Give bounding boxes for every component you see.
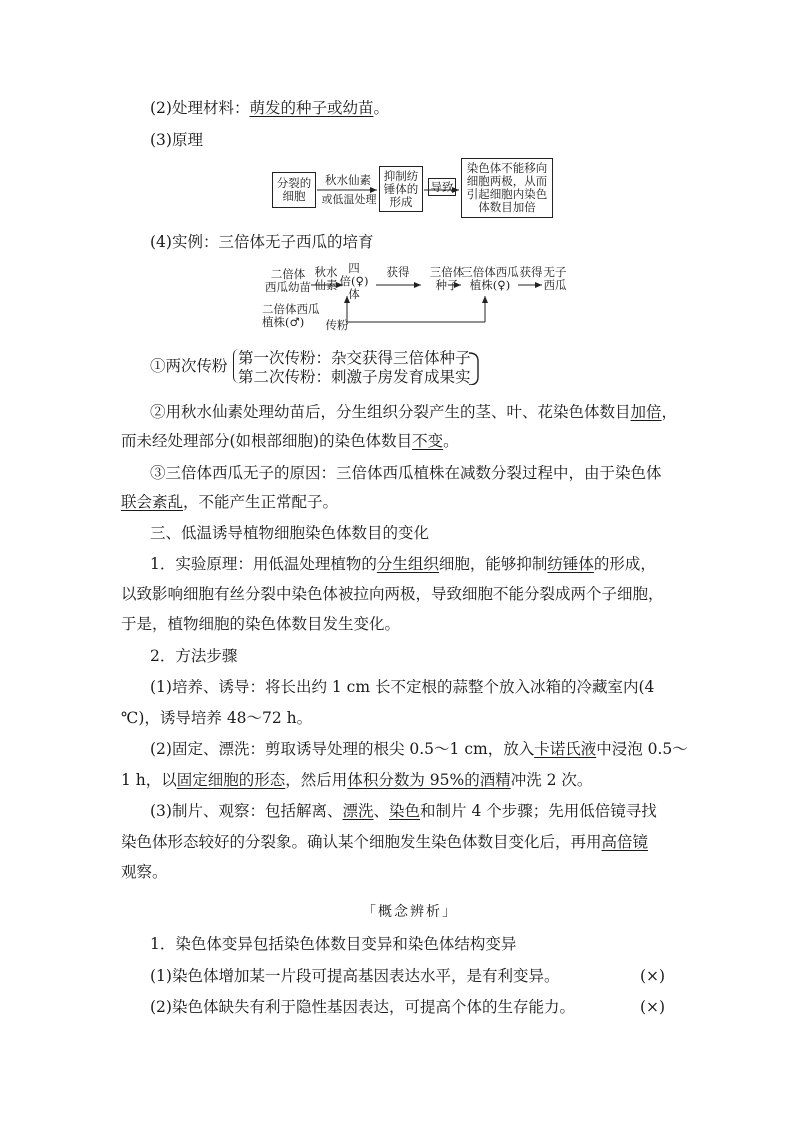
text: 。 [443, 432, 459, 450]
section-heading-low-temp: 三、低温诱导植物细胞染色体数目的变化 [150, 524, 430, 542]
concept-item-1-2: (2)染色体缺失有利于隐性基因表达，可提高个体的生存能力。 [150, 998, 575, 1016]
keyword-stain: 染色 [389, 802, 421, 820]
answer-mark-1: (×) [640, 967, 666, 985]
method-fix-line2 [121, 770, 592, 790]
para-seedless-line1: ③三倍体西瓜无子的原因：三倍体西瓜植株在减数分裂过程中，由于染色体 [150, 464, 662, 482]
method-observe-line1 [150, 801, 657, 821]
method-fix-line1 [150, 739, 688, 759]
example-heading: (4)实例：三倍体无子西瓜的培育 [150, 233, 374, 251]
text: 冲洗 2 次。 [510, 771, 593, 789]
text: 而未经处理部分(如根部细胞)的染色体数目 [121, 432, 413, 450]
para-seedless-line2 [121, 492, 338, 512]
text: 的形成， [593, 555, 656, 573]
para-colchicine-line2 [121, 431, 459, 451]
text: (3)制片、观察：包括解离、 [150, 802, 343, 820]
keyword-synapsis-disorder: 联会紊乱 [121, 493, 184, 511]
keyword-alcohol: 体积分数为 95%的酒精 [347, 771, 511, 789]
exp-principle-line2: 以致影响细胞有丝分裂中染色体被拉向两极，导致细胞不能分裂成两个子细胞， [121, 585, 664, 603]
breeding-arrow-pollination: 传粉 [325, 318, 349, 332]
pollination-first: 第一次传粉：杂交获得三倍体种子 [238, 349, 471, 367]
principle-heading: (3)原理 [150, 131, 203, 149]
breeding-tetraploid: 四 倍(♀) 体 [339, 261, 369, 301]
concept-item-1-1: (1)染色体增加某一片段可提高基因表达水平，是有利变异。 [150, 967, 560, 985]
breeding-diploid-male-plant: 二倍体西瓜 植株(♂) [262, 302, 320, 329]
concept-item-1: 1．染色体变异包括染色体数目变异和染色体结构变异 [150, 935, 517, 953]
treatment-material-value: 萌发的种子或幼苗 [249, 99, 374, 117]
text: 1．实验原理：用低温处理植物的 [150, 555, 377, 573]
principle-box-dividing-cell: 分裂的 细胞 [272, 172, 316, 208]
text: ，然后用 [285, 771, 348, 789]
keyword-doubled: 加倍 [630, 403, 662, 421]
principle-box-result: 染色体不能移向 细胞两极，从而 引起细胞内染色 体数目加倍 [461, 158, 553, 218]
breeding-seedless-watermelon: 无子 西瓜 [543, 265, 567, 292]
principle-box-inhibit-spindle: 抑制纺 锤体的 形成 [379, 166, 423, 212]
answer-mark-2: (×) [640, 998, 666, 1016]
keyword-meristem: 分生组织 [376, 555, 439, 573]
pollination-label: ①两次传粉 [150, 357, 228, 375]
text: (2)固定、漂洗：剪取诱导处理的根尖 0.5～1 cm，放入 [150, 740, 535, 758]
treatment-material-label: (2)处理材料： [150, 99, 250, 117]
text: 染色体形态较好的分裂象。确认某个细胞发生染色体数目变化后，再用 [121, 833, 602, 851]
text: ，不能产生正常配子。 [183, 493, 339, 511]
principle-arrow-label-top: 秋水仙素 [325, 173, 371, 187]
text: 中浸泡 0.5～ [596, 740, 688, 758]
text: ②用秋水仙素处理幼苗后，分生组织分裂产生的茎、叶、花染色体数目 [150, 403, 631, 421]
concept-title: 「概念辨析」 [362, 904, 458, 920]
text: 细胞，能够抑制 [438, 555, 548, 573]
exp-principle-line1 [150, 554, 656, 574]
breeding-arrow-obtain-1: 获得 [386, 265, 410, 279]
keyword-high-power: 高倍镜 [601, 833, 649, 851]
breeding-arrow-colchicine: 秋水 仙素 [314, 265, 338, 292]
para-colchicine-line1 [150, 402, 677, 422]
breeding-arrow-obtain-2: 获得 [519, 265, 543, 279]
pollination-second: 第二次传粉：刺激子房发育成果实 [238, 368, 471, 386]
keyword-unchanged: 不变 [412, 432, 444, 450]
method-observe-line2 [121, 832, 648, 852]
text: ， [661, 403, 678, 421]
exp-principle-line3: 于是，植物细胞的染色体数目发生变化。 [121, 615, 401, 633]
text: 、 [373, 802, 389, 820]
keyword-rinse: 漂洗 [342, 802, 374, 820]
method-observe-line3: 观察。 [121, 863, 168, 881]
breeding-triploid-seed: 三倍体 种子 [429, 265, 465, 292]
breeding-diploid-seedling: 二倍体 西瓜幼苗 [265, 267, 311, 294]
method-heading: 2．方法步骤 [150, 647, 238, 665]
punctuation: 。 [373, 99, 389, 117]
method-culture-line1: (1)培养、诱导：将长出约 1 cm 长不定根的蒜整个放入冰箱的冷藏室内(4 [150, 678, 655, 696]
text: 和制片 4 个步骤；先用低倍镜寻找 [420, 802, 657, 820]
keyword-carnoy: 卡诺氏液 [534, 740, 597, 758]
principle-box-lead-to: 导致 [428, 178, 456, 196]
keyword-fix-cell-shape: 固定细胞的形态 [176, 771, 286, 789]
method-culture-line2: ℃)，诱导培养 48～72 h。 [121, 709, 313, 727]
keyword-spindle: 纺锤体 [547, 555, 594, 573]
principle-arrow-label-bottom: 或低温处理 [321, 193, 377, 206]
pollination-close-bracket [467, 351, 481, 385]
breeding-triploid-plant: 三倍体西瓜 植株(♀) [461, 265, 519, 292]
text: 1 h，以 [121, 771, 177, 789]
